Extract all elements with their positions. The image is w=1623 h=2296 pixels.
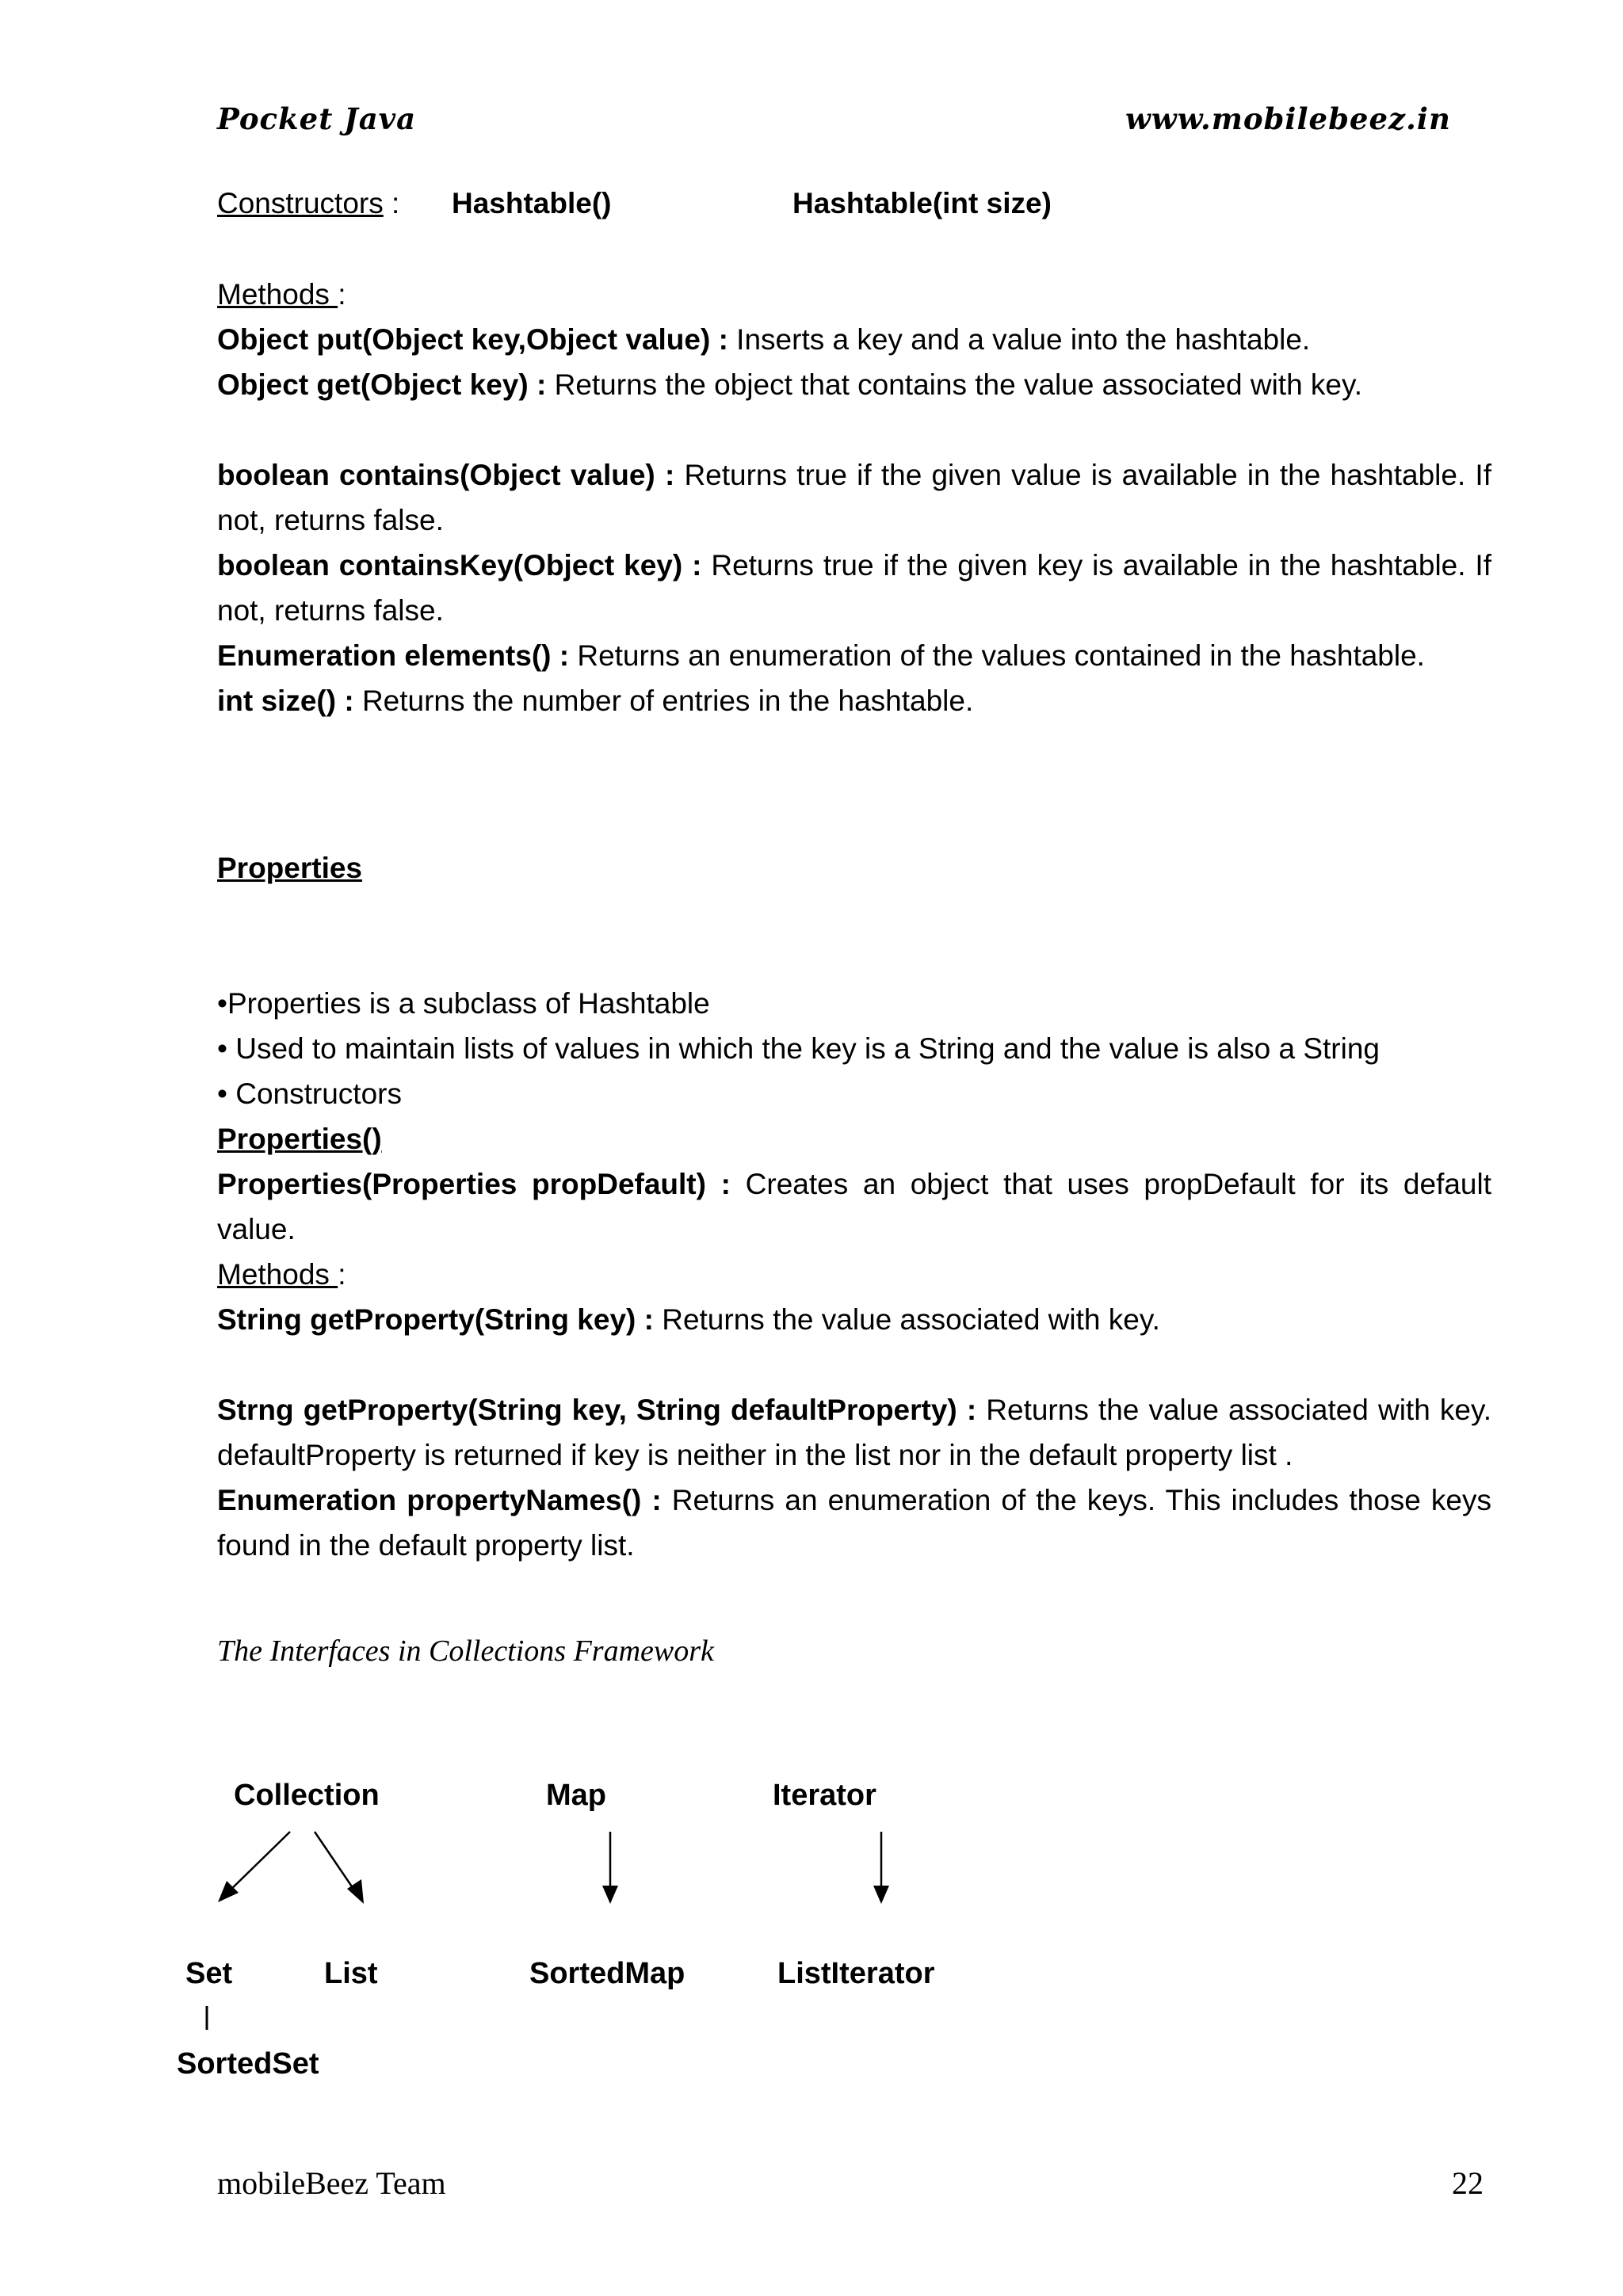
- footer-team: mobileBeez Team: [217, 2165, 446, 2201]
- method-description: Returns the object that contains the value associated with key.: [546, 368, 1363, 401]
- method-description: Returns the value associated with key. defaultProperty is returned if key is neither in the list nor in the default property list .: [217, 1394, 1491, 1471]
- node-collection: Collection: [234, 1779, 380, 1812]
- method-description: Returns the number of entries in the hashtable.: [353, 685, 974, 717]
- node-list: List: [324, 1957, 378, 1990]
- node-list-iterator: ListIterator: [777, 1957, 935, 1990]
- methods-label: Methods: [217, 1258, 338, 1291]
- properties-constructor-1: Properties(): [217, 1123, 382, 1155]
- header-title: Pocket Java: [217, 101, 417, 136]
- constructor-signature: Properties(Properties propDefault) :: [217, 1168, 731, 1200]
- node-set: Set: [185, 1957, 233, 1990]
- method-description: Returns an enumeration of the values contained in the hashtable.: [569, 639, 1425, 672]
- node-sorted-set: SortedSet: [177, 2047, 319, 2081]
- methods-label: Methods: [217, 278, 338, 311]
- hashtable-constructor-2: Hashtable(int size): [792, 187, 1052, 219]
- constructor-description: Creates an object that uses propDefault for its default value.: [217, 1168, 1491, 1245]
- properties-section-title: Properties: [217, 852, 363, 884]
- arrow-collection-to-list: [315, 1832, 364, 1904]
- method-description: Returns true if the given key is available in the hashtable. If not, returns false.: [217, 549, 1491, 627]
- method-description: Returns true if the given value is available in the hashtable. If not, returns false.: [217, 459, 1491, 536]
- method-description: Returns an enumeration of the keys. This includes those keys found in the default property list.: [217, 1484, 1491, 1562]
- node-iterator: Iterator: [773, 1779, 876, 1812]
- node-sorted-map: SortedMap: [529, 1957, 685, 1990]
- method-signature: Enumeration propertyNames() :: [217, 1484, 662, 1516]
- method-description: Inserts a key and a value into the hashtable.: [727, 323, 1311, 356]
- arrow-map-to-sorted-map: [602, 1832, 618, 1904]
- bullet-item: • Used to maintain lists of values in which the key is a String and the value is also a String: [217, 1032, 1380, 1065]
- constructors-separator: :: [383, 187, 400, 219]
- arrow-iterator-to-list-iterator: [873, 1832, 889, 1904]
- method-signature: boolean contains(Object value) :: [217, 459, 675, 491]
- bullet-item: •Properties is a subclass of Hashtable: [217, 987, 710, 1020]
- hashtable-constructor-1: Hashtable(): [452, 187, 612, 219]
- method-signature: boolean containsKey(Object key) :: [217, 549, 702, 582]
- method-description: Returns the value associated with key.: [653, 1303, 1160, 1336]
- method-signature: Enumeration elements() :: [217, 639, 570, 672]
- arrow-collection-to-set: [218, 1832, 290, 1902]
- bullet-item: • Constructors: [217, 1077, 402, 1110]
- interfaces-title: The Interfaces in Collections Framework: [217, 1634, 714, 1668]
- method-signature: Strng getProperty(String key, String defaultProperty) :: [217, 1394, 977, 1426]
- constructors-label: Constructors: [217, 187, 384, 219]
- header-website: www.mobilebeez.in: [1125, 101, 1451, 136]
- node-map: Map: [546, 1779, 606, 1812]
- methods-separator: :: [338, 278, 346, 311]
- method-signature: Object put(Object key,Object value) :: [217, 323, 728, 356]
- methods-separator: :: [338, 1258, 346, 1291]
- page-number: 22: [1452, 2165, 1484, 2201]
- method-signature: String getProperty(String key) :: [217, 1303, 654, 1336]
- method-signature: int size() :: [217, 685, 354, 717]
- method-signature: Object get(Object key) :: [217, 368, 547, 401]
